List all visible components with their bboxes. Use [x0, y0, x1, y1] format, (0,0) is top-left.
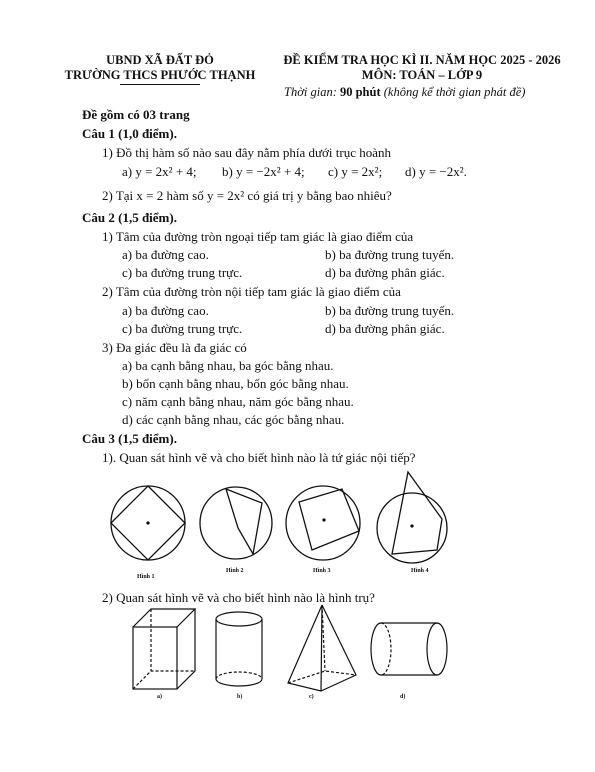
- figure-pyramid: [288, 605, 356, 691]
- figure-cylinder: [216, 612, 262, 686]
- q1-part2: 2) Tại x = 2 hàm số y = 2x² có giá trị y bằng bao nhiêu?: [102, 188, 392, 203]
- q2-part1: 1) Tâm của đường tròn ngoại tiếp tam giác là giao điểm của: [102, 229, 414, 244]
- fig2-label-b: b): [237, 694, 243, 700]
- q2-p1-opt-b: b) ba đường trung tuyến.: [325, 247, 455, 262]
- q2-p3-opt-b: b) bốn cạnh bằng nhau, bốn góc bằng nhau.: [122, 376, 349, 391]
- header-divider-left: [120, 84, 200, 85]
- q2-title: Câu 2 (1,5 điểm).: [82, 210, 177, 225]
- exam-title: ĐỀ KIỂM TRA HỌC KÌ II. NĂM HỌC 2025 - 2026: [283, 53, 561, 67]
- time-value: 90 phút: [339, 85, 381, 99]
- fig1-label-4: Hình 4: [411, 568, 429, 574]
- q2-p2-opt-c: c) ba đường trung trực.: [122, 321, 243, 336]
- q1-part1: 1) Đồ thị hàm số nào sau đây nằm phía dưới trục hoành: [102, 145, 392, 160]
- time-suffix: (không kể thời gian phát đề): [380, 85, 526, 99]
- q3-part1: 1). Quan sát hình vẽ và cho biết hình nào là tứ giác nội tiếp?: [102, 450, 416, 465]
- q1-opt-a: a) y = 2x² + 4;: [122, 164, 197, 179]
- fig1-label-3: Hình 3: [313, 568, 331, 574]
- time-line: [284, 85, 525, 100]
- q2-p1-opt-a: a) ba đường cao.: [122, 247, 209, 262]
- q1-opt-b: b) y = −2x² + 4;: [222, 164, 305, 179]
- q2-p3-opt-c: c) năm cạnh bằng nhau, năm góc bằng nhau.: [122, 394, 354, 409]
- q2-p3-opt-a: a) ba cạnh bằng nhau, ba góc bằng nhau.: [122, 358, 334, 373]
- q2-part3: 3) Đa giác đều là đa giác có: [102, 340, 247, 355]
- q2-p1-opt-d: d) ba đường phân giác.: [325, 265, 445, 280]
- q2-part2: 2) Tâm của đường tròn nội tiếp tam giác là giao điểm của: [102, 284, 401, 299]
- time-prefix: Thời gian:: [284, 85, 340, 99]
- q2-p2-opt-b: b) ba đường trung tuyến.: [325, 303, 455, 318]
- q3-part2: 2) Quan sát hình vẽ và cho biết hình nào là hình trụ?: [102, 590, 375, 605]
- q2-p1-opt-c: c) ba đường trung trực.: [122, 265, 243, 280]
- figure-inscribed-square-1: [111, 486, 185, 560]
- quadrilateral-figures: [90, 468, 460, 580]
- figure-prism: [133, 609, 195, 689]
- fig1-label-1: Hình 1: [137, 574, 155, 580]
- q2-p2-opt-d: d) ba đường phân giác.: [325, 321, 445, 336]
- fig1-label-2: Hình 2: [226, 568, 244, 574]
- figure-quad-4: [377, 472, 447, 563]
- q1-opt-c: c) y = 2x²;: [328, 164, 383, 179]
- figure-inscribed-quad-3: [286, 486, 360, 560]
- solid-figures: [125, 603, 465, 698]
- figure-quad-2: [200, 487, 272, 559]
- fig2-label-a: a): [157, 694, 162, 700]
- district-name: UBND XÃ ĐẤT ĐỎ: [106, 53, 214, 67]
- school-name: TRƯỜNG THCS PHƯỚC THẠNH: [64, 68, 256, 82]
- fig2-label-d: d): [400, 694, 406, 700]
- fig2-label-c: c): [309, 694, 314, 700]
- q1-opt-d: d) y = −2x².: [405, 164, 467, 179]
- q2-p2-opt-a: a) ba đường cao.: [122, 303, 209, 318]
- pages-note: Đề gồm có 03 trang: [82, 107, 190, 122]
- q2-p3-opt-d: d) các cạnh bằng nhau, các góc bằng nhau.: [122, 412, 345, 427]
- subject-line: MÔN: TOÁN – LỚP 9: [361, 68, 483, 82]
- figure-horizontal-cylinder: [371, 623, 447, 675]
- q1-title: Câu 1 (1,0 điểm).: [82, 126, 177, 141]
- q3-title: Câu 3 (1,5 điểm).: [82, 431, 177, 446]
